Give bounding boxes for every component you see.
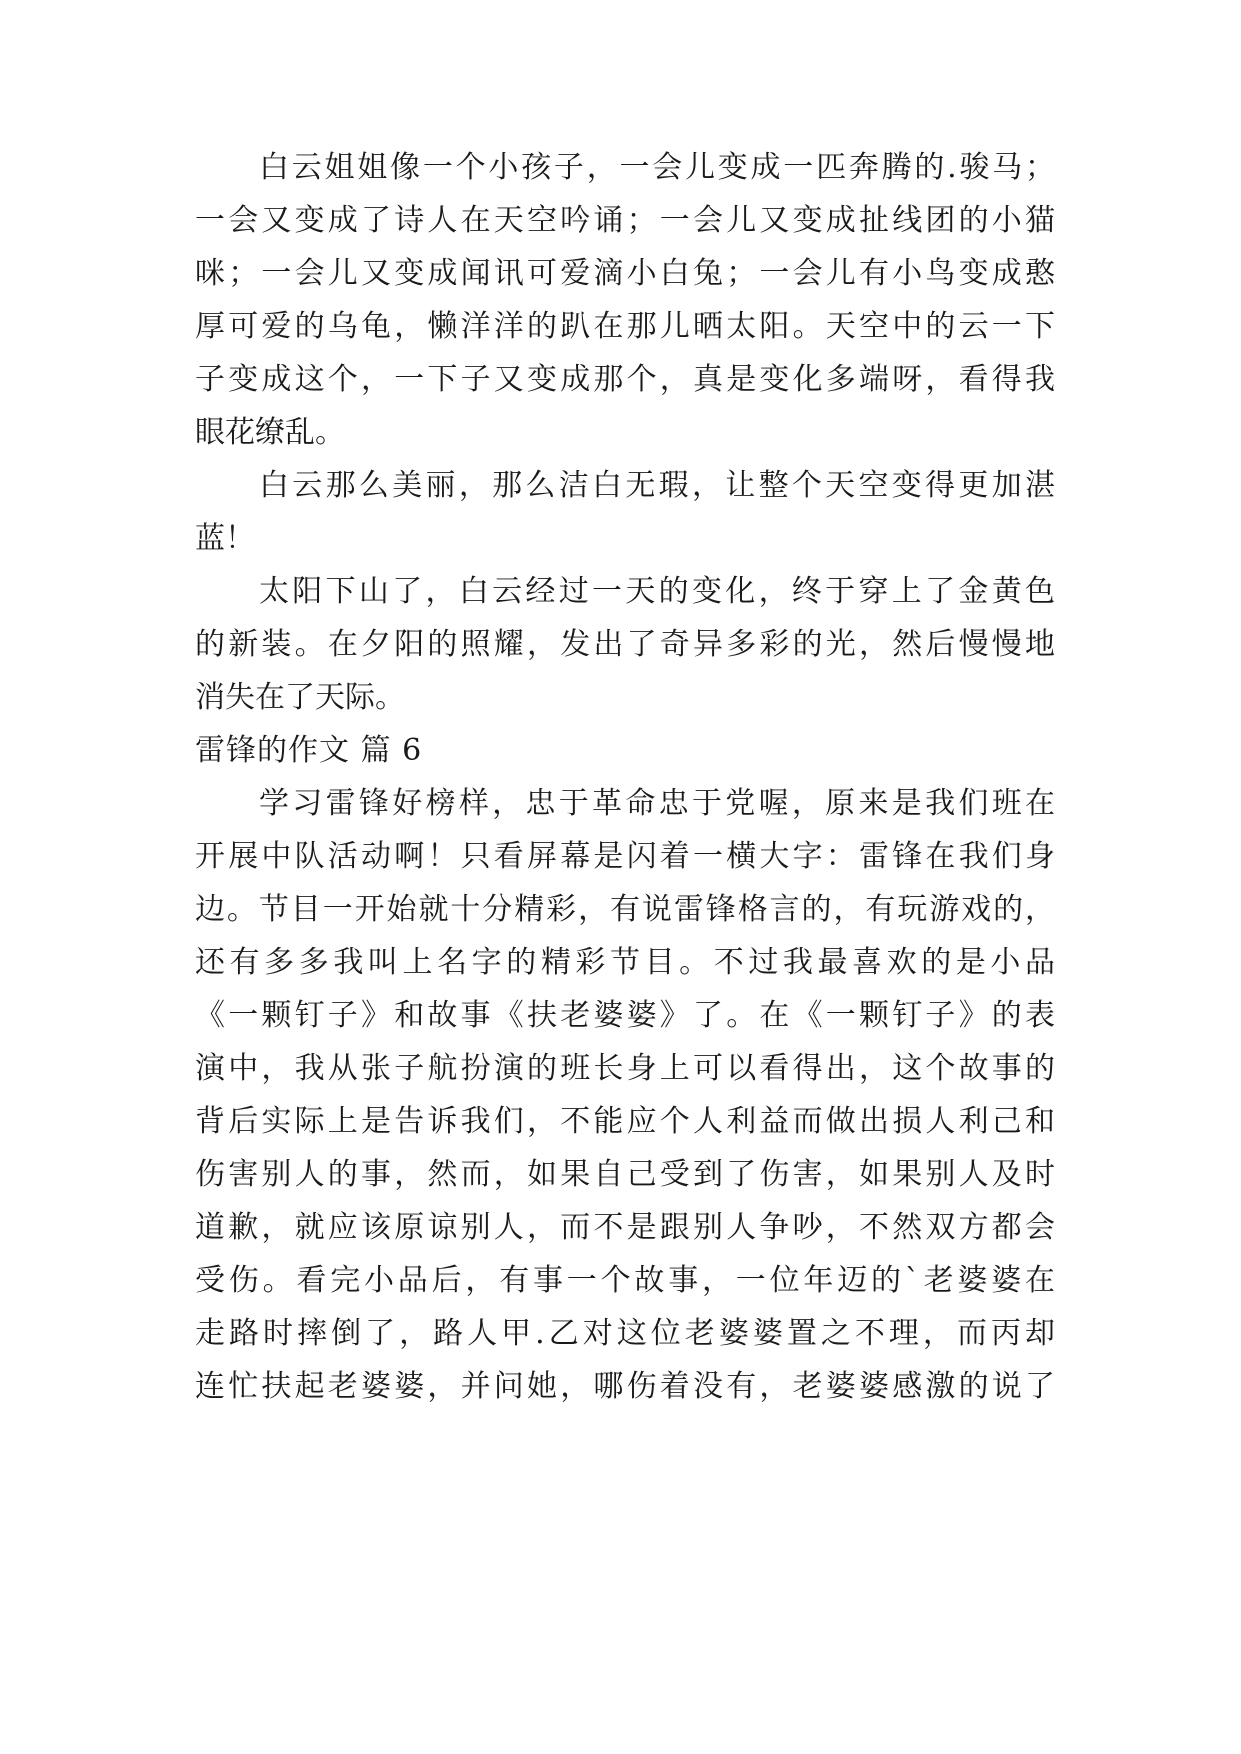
paragraph-line: 演中，我从张子航扮演的班长身上可以看得出，这个故事的	[195, 1051, 1055, 1086]
paragraph-line: 道歉，就应该原谅别人，而不是跟别人争吵，不然双方都会	[195, 1210, 1055, 1245]
paragraph-line: 蓝！	[195, 521, 255, 556]
paragraph-line: 伤害别人的事，然而，如果自己受到了伤害，如果别人及时	[195, 1157, 1055, 1192]
paragraph-line: 受伤。看完小品后，有事一个故事，一位年迈的`老婆婆在	[195, 1263, 1055, 1298]
paragraph-line: 《一颗钉子》和故事《扶老婆婆》了。在《一颗钉子》的表	[195, 998, 1055, 1033]
paragraph-line: 还有多多我叫上名字的精彩节目。不过我最喜欢的是小品	[195, 945, 1055, 980]
paragraph-line: 白云姐姐像一个小孩子，一会儿变成一匹奔腾的.骏马；	[259, 150, 1055, 185]
paragraph-line: 连忙扶起老婆婆，并问她，哪伤着没有，老婆婆感激的说了	[195, 1369, 1055, 1404]
paragraph-line: 咪；一会儿又变成闻讯可爱滴小白兔；一会儿有小鸟变成憨	[195, 256, 1055, 291]
paragraph-line: 边。节目一开始就十分精彩，有说雷锋格言的，有玩游戏的，	[195, 892, 1055, 927]
paragraph-line: 开展中队活动啊！只看屏幕是闪着一横大字：雷锋在我们身	[195, 839, 1055, 874]
paragraph-line: 一会又变成了诗人在天空吟诵；一会儿又变成扯线团的小猫	[195, 203, 1055, 238]
paragraph-line: 学习雷锋好榜样，忠于革命忠于党喔，原来是我们班在	[259, 786, 1055, 821]
section-heading: 雷锋的作文 篇 6	[195, 733, 423, 768]
paragraph-line: 白云那么美丽，那么洁白无瑕，让整个天空变得更加湛	[259, 468, 1055, 503]
paragraph-line: 子变成这个，一下子又变成那个，真是变化多端呀，看得我	[195, 362, 1055, 397]
paragraph-line: 走路时摔倒了，路人甲.乙对这位老婆婆置之不理，而丙却	[195, 1316, 1055, 1351]
paragraph-line: 消失在了天际。	[195, 680, 405, 715]
paragraph-line: 的新装。在夕阳的照耀，发出了奇异多彩的光，然后慢慢地	[195, 627, 1055, 662]
paragraph-line: 眼花缭乱。	[195, 415, 345, 450]
paragraph-line: 背后实际上是告诉我们，不能应个人利益而做出损人利己和	[195, 1104, 1055, 1139]
paragraph-line: 厚可爱的乌龟，懒洋洋的趴在那儿晒太阳。天空中的云一下	[195, 309, 1055, 344]
paragraph-line: 太阳下山了，白云经过一天的变化，终于穿上了金黄色	[259, 574, 1055, 609]
